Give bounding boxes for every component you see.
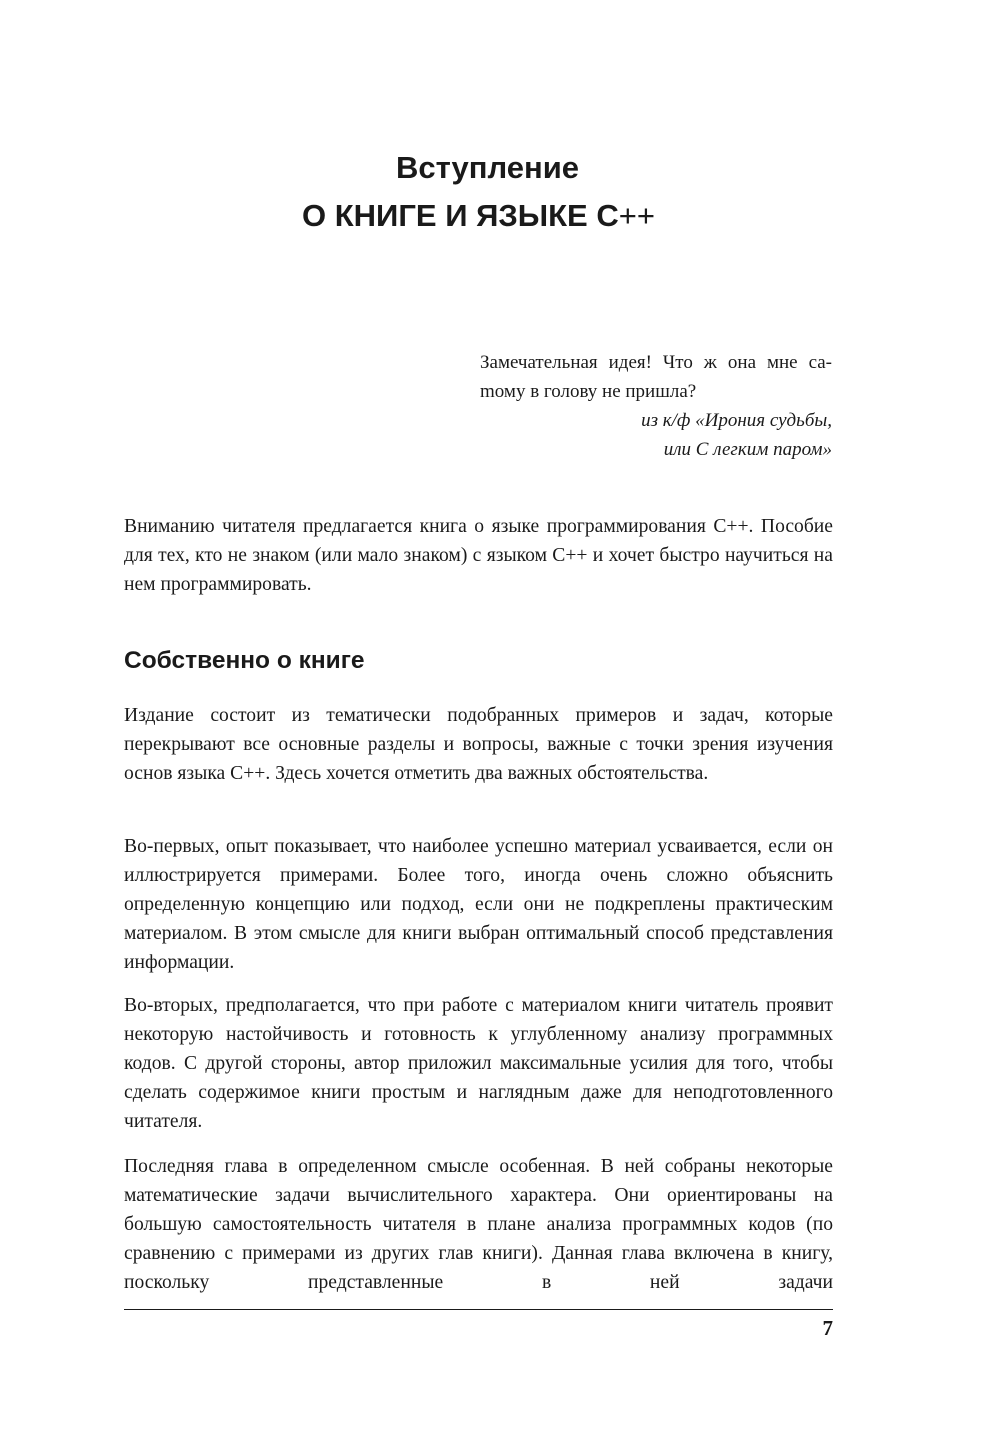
paragraph-block-4	[124, 1152, 833, 1297]
section-heading: Собственно о книге	[124, 647, 365, 674]
footer-divider	[124, 1309, 833, 1310]
epigraph	[480, 348, 832, 464]
paragraph-block-2	[124, 832, 833, 977]
body-paragraph: Во-первых, опыт показывает, что наиболее успешно материал усваивается, если он иллюстрируется примерами. Более того, иногда очень сложно объяснить определенную концепцию или подход, если они не подкреплены практическим материалом. В этом смысле для книги выбран оптимальный способ представления информации.	[124, 836, 833, 973]
page-number: 7	[822, 1316, 833, 1340]
chapter-label: Вступление	[395, 150, 580, 185]
epigraph-source-line-1: из к/ф «Ирония судьбы,	[641, 410, 832, 431]
intro-paragraph: Вниманию читателя предлагается книга о языке программирования С++. Пособие для тех, кто не знаком (или мало знаком) с языком С++ и хочет быстро научиться на нем программировать.	[124, 516, 833, 595]
intro-paragraph-block	[124, 512, 833, 599]
chapter-title	[0, 140, 987, 236]
body-paragraph: Во-вторых, предполагается, что при работе с материалом книги читатель проявит некоторую настойчивость и готовность к углубленному анализу программных кодов. С другой стороны, автор приложил максимальные усилия для того, чтобы сделать содержимое книги простым и наглядным даже для неподготовленного читателя.	[124, 995, 833, 1132]
epigraph-source	[480, 406, 832, 464]
chapter-heading-main: О КНИГЕ И ЯЗЫКЕ С	[302, 198, 619, 233]
body-paragraph: Последняя глава в определенном смысле особенная. В ней собраны некоторые математические задачи вычислительного характера. Они ориентированы на большую самостоятельность читателя в плане анализа программных кодов (по сравнению с примерами из других глав книги). Данная глава включена в книгу, поскольку представленные в ней задачи	[124, 1156, 833, 1293]
body-paragraph: Издание состоит из тематически подобранных примеров и задач, которые перекрывают все основные разделы и вопросы, важные с точки зрения изучения основ языка С++. Здесь хочется отметить два важных обстоятельства.	[124, 705, 833, 784]
chapter-heading	[0, 196, 987, 236]
paragraph-block-3	[124, 991, 833, 1136]
chapter-heading-suffix: ++	[618, 198, 655, 233]
epigraph-source-line-2: или С легким паром»	[663, 439, 832, 460]
paragraph-block-1	[124, 701, 833, 788]
epigraph-quote: Замечательная идея! Что ж она мне саmому в голову не пришла?	[480, 352, 832, 402]
